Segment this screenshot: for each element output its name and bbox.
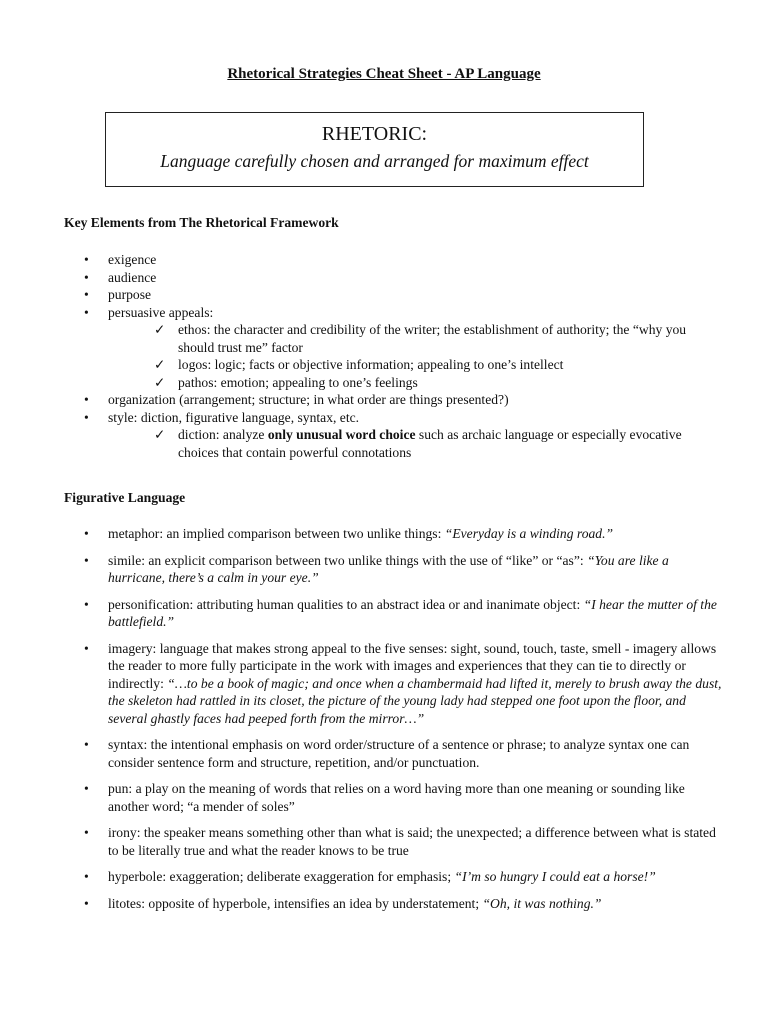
- term-litotes: • litotes: opposite of hyperbole, intensifies an idea by understatement; “Oh, it was nothing.”: [84, 895, 602, 911]
- term-simile: • simile: an explicit comparison between two unlike things with the use of “like” or “as”: “You are like a hurricane, there’s a calm in your eye.”: [84, 552, 669, 585]
- bullet-icon: •: [84, 895, 89, 911]
- bullet-icon: •: [84, 269, 89, 285]
- checkmark-icon: ✓: [154, 427, 166, 442]
- framework-list: [84, 251, 724, 461]
- rhetoric-definition: Language carefully chosen and arranged for maximum effect: [160, 151, 589, 171]
- figurative-list: [84, 525, 724, 921]
- list-item: • audience: [84, 269, 157, 285]
- list-item: • organization (arrangement; structure; in what order are things presented?): [84, 392, 509, 407]
- bullet-icon: •: [84, 869, 89, 884]
- bullet-icon: •: [84, 392, 89, 407]
- term-personification: • personification: attributing human qualities to an abstract idea or and inanimate object: “I hear the mutter of the battlefield.”: [84, 596, 717, 629]
- bullet-icon: •: [84, 287, 89, 302]
- sub-item-diction: ✓ diction: analyze only unusual word choice such as archaic language or especially evocative choices that contain powerful connotations: [154, 427, 682, 460]
- bullet-icon: •: [84, 552, 89, 568]
- term-syntax: • syntax: the intentional emphasis on word order/structure of a sentence or phrase; to analyze syntax one can consider sentence form and structure, repetition, and/or punctuation.: [84, 737, 690, 770]
- term-pun: • pun: a play on the meaning of words that relies on a word having more than one meaning or sounding like another word; “a mender of soles”: [84, 781, 685, 814]
- bullet-icon: •: [84, 737, 89, 752]
- list-item: • persuasive appeals: ✓ ethos: the character and credibility of the writer; the establishment of authority; the “why you should trust me” factor ✓ logos: logic; facts or objective information; appealing to one’s intellect ✓ pathos: emotion; appealing to one’s feelings: [84, 304, 724, 392]
- page-title: Rhetorical Strategies Cheat Sheet - AP Language: [227, 66, 541, 82]
- bullet-icon: •: [84, 526, 89, 541]
- rhetoric-term: RHETORIC:: [321, 123, 428, 145]
- list-item: • purpose: [84, 287, 152, 302]
- sub-item-ethos: ✓ ethos: the character and credibility of the writer; the establishment of authority; the “why you should trust me” factor: [154, 322, 687, 355]
- figurative-heading: Figurative Language: [64, 490, 186, 505]
- bullet-icon: •: [84, 640, 89, 656]
- sub-item-logos: ✓ logos: logic; facts or objective information; appealing to one’s intellect: [154, 357, 564, 372]
- appeals-sublist: [108, 321, 724, 391]
- style-sublist: [108, 426, 724, 461]
- checkmark-icon: ✓: [154, 357, 166, 372]
- framework-heading: Key Elements from The Rhetorical Framework: [64, 215, 339, 230]
- checkmark-icon: ✓: [154, 374, 166, 390]
- term-metaphor: • metaphor: an implied comparison between two unlike things: “Everyday is a winding road.”: [84, 526, 614, 541]
- term-irony: • irony: the speaker means something other than what is said; the unexpected; a difference between what is stated to be literally true and what the reader knows to be true: [84, 825, 716, 858]
- list-item: • style: diction, figurative language, syntax, etc. ✓ diction: analyze only unusual word choice such as archaic language or especially evocative choices that contain powerful connotations: [84, 409, 724, 462]
- bullet-icon: •: [84, 252, 89, 267]
- term-hyperbole: • hyperbole: exaggeration; deliberate exaggeration for emphasis; “I’m so hungry I could eat a horse!”: [84, 869, 656, 884]
- definition-box: [105, 112, 644, 187]
- sub-item-pathos: ✓ pathos: emotion; appealing to one’s feelings: [154, 374, 418, 390]
- term-imagery: • imagery: language that makes strong appeal to the five senses: sight, sound, touch, taste, smell - imagery allows the reader to more fully participate in the work with images and experiences that they can tie to directly or indirectly: “…to be a book of magic; and once when a chambermaid had lifted it, merely to brush away the dust, the skeleton had rattled in its closet, the picture of the young lady had stepped one foot upon the floor, and several ghastly faces had peeped forth from the mirror…”: [84, 640, 722, 726]
- checkmark-icon: ✓: [154, 322, 166, 337]
- bullet-icon: •: [84, 781, 89, 796]
- bullet-icon: •: [84, 825, 89, 840]
- bullet-icon: •: [84, 304, 89, 320]
- list-item: • exigence: [84, 252, 157, 267]
- bullet-icon: •: [84, 409, 89, 425]
- bullet-icon: •: [84, 596, 89, 612]
